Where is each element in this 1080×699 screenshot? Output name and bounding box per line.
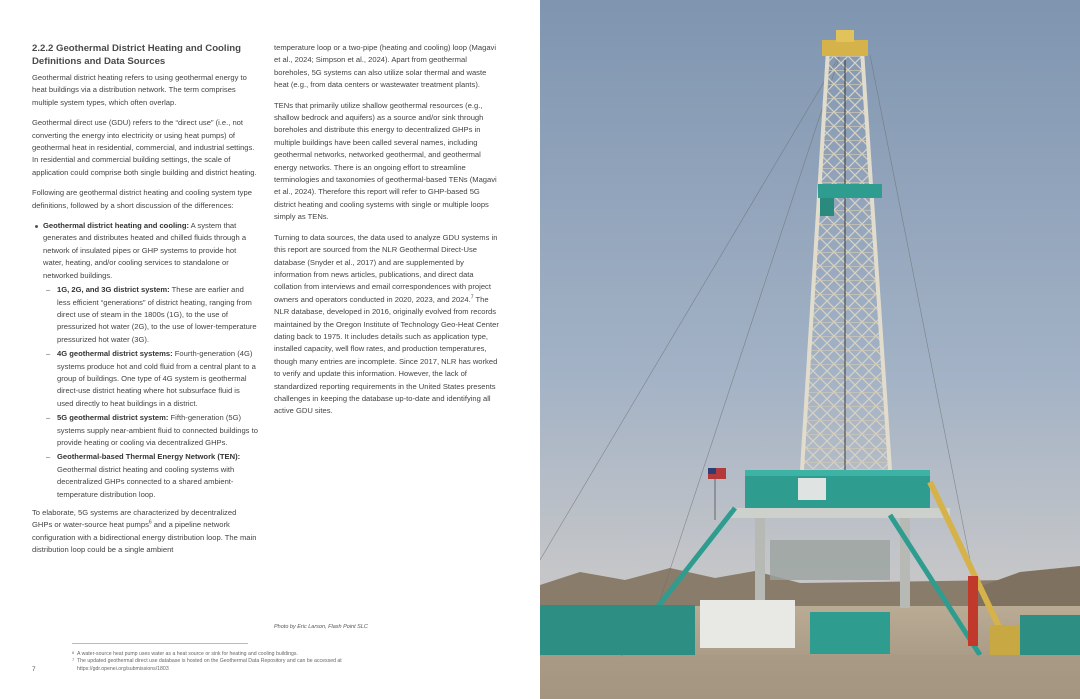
definition-term: 4G geothermal district systems:	[57, 349, 173, 359]
definition-text: Geothermal district heating and cooling systems with decentralized GHPs connected to a shared ambient-temperature distribution loop.	[57, 464, 235, 499]
definition-term: 1G, 2G, and 3G district system:	[57, 285, 170, 295]
footnote-ref[interactable]: 6	[148, 519, 152, 526]
definition-text: A system that generates and distributes heated and chilled fluids through a network of insulated pipes or GHP systems to provide hot water, heating, and/or cooling services to standalone or networked buildings.	[43, 221, 247, 280]
paragraph: Geothermal district heating refers to using geothermal energy to heat buildings via a distribution network. The term comprises multiple system types, which often overlap.	[32, 73, 247, 107]
paragraph: Turning to data sources, the data used to analyze GDU systems in this report are sourced from the NLR Geothermal Direct-Use database (Snyder et al., 2017) and are supplemented by information from news articles, publications, and direct data collation from interviews and email correspondences with project owners and operators conducted in 2020, 2023, and 2024.$^7$ The NLR database, developed in 2016, originally evolved from records maintained by the Oregon Institute of Technology Geo-Heat Center dating back to 1975. It includes details such as application type, installed capacity, well flow rates, and production temperatures, though many entries are incomplete. Since 2017, NLR has worked to verify and update this information. However, the lack of standardized reporting requirements in the United States presents challenges in keeping the database up-to-date and identifying all active GDU sites.	[274, 232, 499, 416]
definition-term: Geothermal district heating and cooling:	[43, 221, 189, 231]
page-number: 7	[32, 666, 36, 673]
footnote: 7 The updated geothermal direct use database is hosted on the Geothermal Data Repository and can be accessed at https://gdr.openei.org/submissions/1803	[72, 657, 342, 672]
rig-illustration	[540, 0, 1080, 699]
left-column	[32, 42, 258, 565]
right-column	[274, 42, 502, 426]
rig-logo-panel	[798, 478, 826, 500]
photo-credit: Photo by Eric Larson, Flash Point SLC	[274, 624, 368, 630]
monkey-board	[818, 184, 882, 198]
sub-definition-list	[43, 284, 258, 501]
footnote-ref[interactable]: 7	[470, 294, 474, 301]
definition-text: Fifth-generation (5G) systems supply near-ambient fluid to connected buildings to provide heating or cooling via decentralized GHPs.	[57, 413, 258, 447]
paragraph: TENs that primarily utilize shallow geothermal resources (e.g., shallow bedrock and aquifers) as a source and/or sink through boreholes and distribute this energy to decentralized GHPs in multiple buildings have been called several names, including geothermal networks, networked geothermal, and geothermal energy networks. There is an ongoing effort to streamline terminologies and taxonomies of geothermal-based TENs (Magavi et al., 2024). Therefore this report will refer to GHP-based 5G district heating and cooling systems with single or multiple loops simply as TENs.	[274, 100, 497, 222]
footnotes	[72, 651, 432, 673]
paragraph: temperature loop or a two-pipe (heating and cooling) loop (Magavi et al., 2024; Simpson et al., 2024). Apart from geothermal boreholes, 5G systems can also utilize solar thermal and waste heat (e.g., from data centers or wastewater treatment plants).	[274, 43, 497, 90]
definition-term: 5G geothermal district system:	[57, 413, 169, 423]
list-item	[43, 451, 258, 501]
section-heading: 2.2.2 Geothermal District Heating and Cooling Definitions and Data Sources	[32, 43, 241, 67]
definition-text: These are earlier and less efficient “generations” of district heating, ranging from direct use of steam in the 1800s (1G), to the use of pressurized hot water (2G), to the use of lower-temperature pressurized hot water (3G).	[57, 285, 257, 344]
list-item	[43, 284, 258, 346]
list-item	[32, 220, 258, 501]
list-item	[43, 412, 258, 449]
definition-list	[32, 220, 258, 501]
definition-text: Fourth-generation (4G) systems produce hot and cold fluid from a central plant to a group of buildings. One type of 4G system is geothermal direct-use district heating where hot subsurface fluid is used directly to heat buildings in a district.	[57, 349, 256, 408]
footnote-divider	[72, 643, 248, 644]
list-item	[43, 348, 258, 410]
crown-block	[822, 40, 868, 56]
definition-term: Geothermal-based Thermal Energy Network (TEN):	[57, 452, 241, 462]
paragraph: Following are geothermal district heating and cooling system type definitions, followed by a short discussion of the differences:	[32, 188, 252, 210]
paragraph: To elaborate, 5G systems are characterized by decentralized GHPs or water-source heat pumps$^6$ and a pipeline network configuration with a bidirectional energy distribution loop. The main distribution loop could be a single ambient	[32, 508, 257, 555]
paragraph: Geothermal direct use (GDU) refers to the “direct use” (i.e., not converting the energy into electricity or using heat pumps) of geothermal heat in residential, commercial, and industrial settings. In residential and commercial building settings, the scale of application could comprise both single building and district heating.	[32, 118, 257, 177]
footnote: 6 A water-source heat pump uses water as a heat source or sink for heating and cooling buildings.	[72, 650, 298, 657]
drilling-rig-photo	[540, 0, 1080, 699]
